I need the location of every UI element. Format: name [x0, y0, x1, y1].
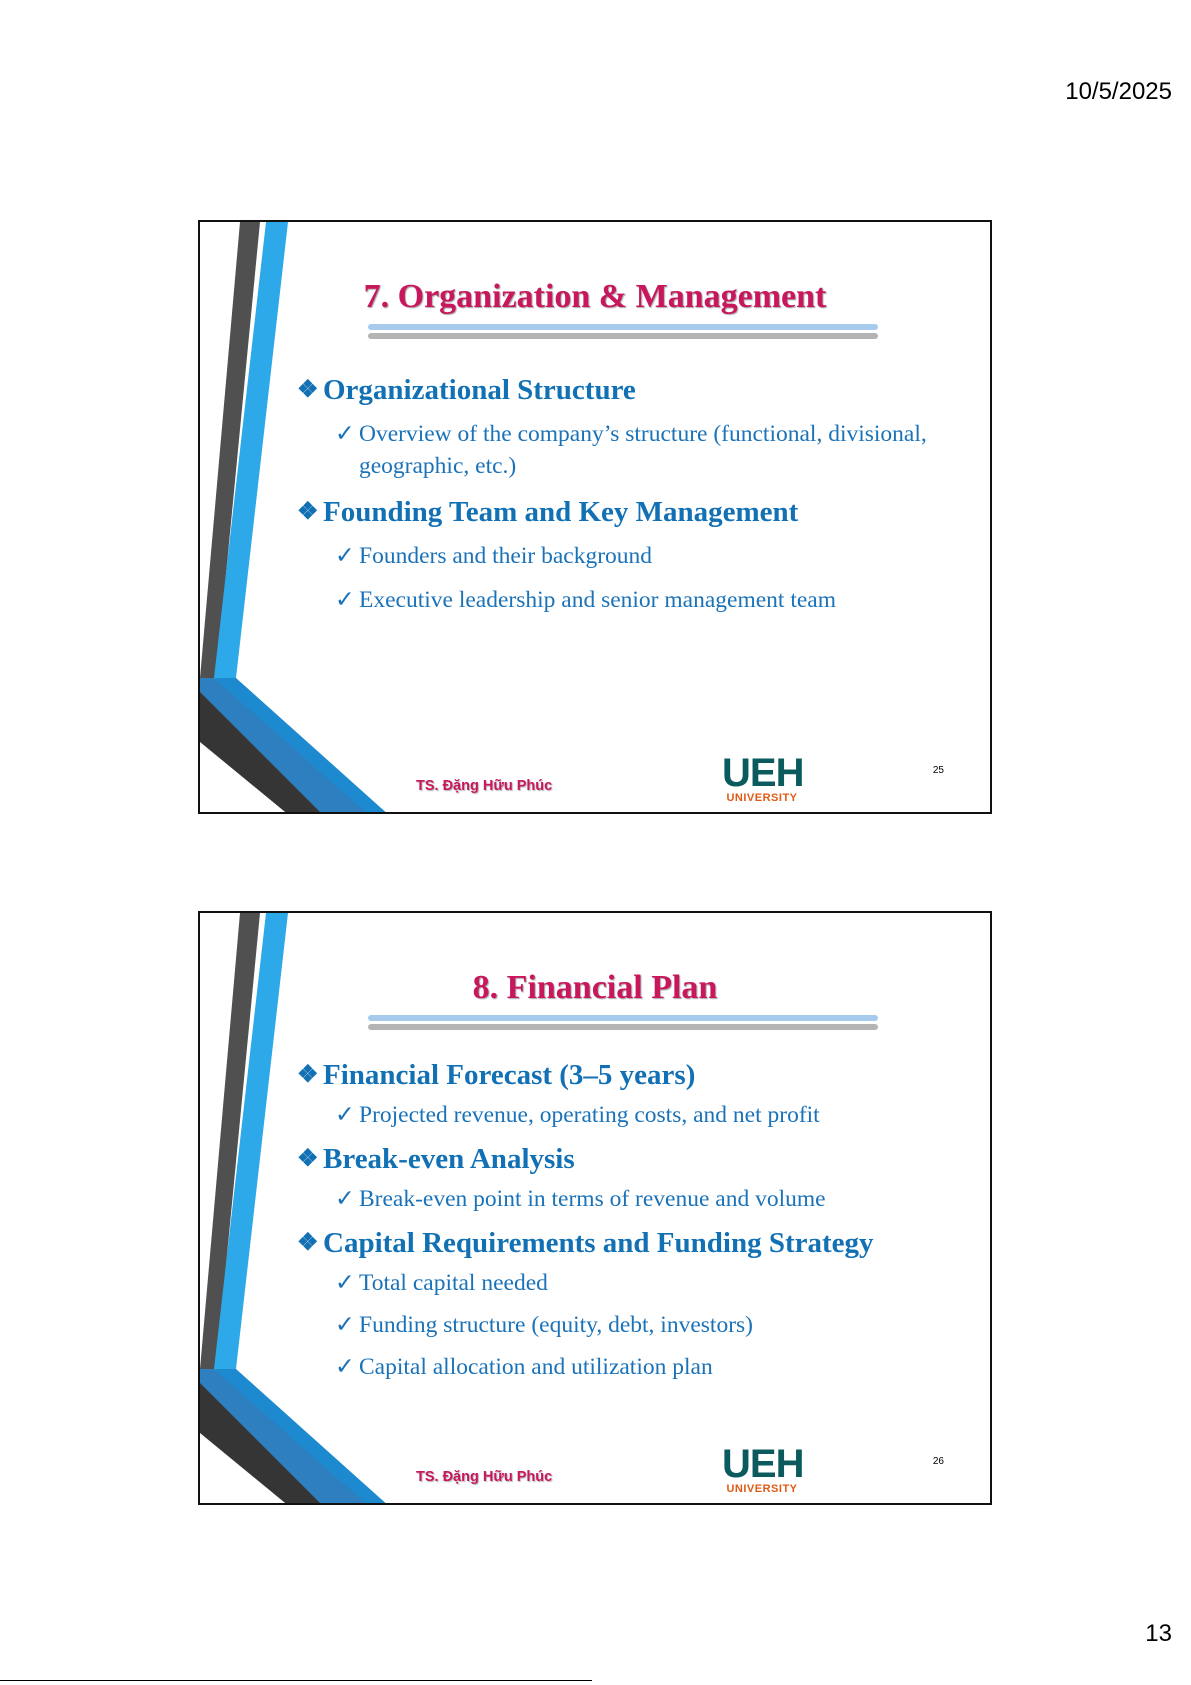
title-underline-blue [368, 324, 878, 330]
four-diamond-icon: ❖ [297, 1146, 319, 1172]
check-mark-icon: ✓ [335, 1312, 355, 1338]
ueh-logo [722, 751, 804, 804]
slide-content [297, 1057, 950, 1393]
slide-number: 25 [932, 765, 944, 776]
bullet-item [297, 1351, 950, 1383]
section-heading [297, 1057, 950, 1093]
author-name: TS. Đặng Hữu Phúc [416, 1469, 553, 1485]
bullet-text: Funding structure (equity, debt, investors) [359, 1312, 753, 1338]
bullet-item [297, 418, 950, 482]
bullet-text: Break-even point in terms of revenue and volume [359, 1186, 826, 1212]
bullet-text: Capital allocation and utilization plan [359, 1354, 713, 1380]
section-heading-text: Organizational Structure [323, 374, 636, 406]
logo-sub-text: UNIVERSITY [726, 1483, 798, 1495]
bullet-item [297, 1267, 950, 1299]
section-heading-text: Founding Team and Key Management [323, 496, 799, 528]
title-underline-blue [368, 1015, 878, 1021]
check-mark-icon: ✓ [335, 1102, 355, 1128]
page-number: 13 [1145, 1620, 1172, 1647]
bullet-item [297, 540, 950, 572]
section-heading-text: Break-even Analysis [323, 1143, 575, 1175]
check-mark-icon: ✓ [335, 587, 355, 613]
bottom-rule [0, 1680, 592, 1681]
bullet-item [297, 1309, 950, 1341]
section-heading-text: Capital Requirements and Funding Strategy [323, 1227, 874, 1259]
ueh-logo [722, 1442, 804, 1495]
logo-main-text: UEH [722, 751, 804, 795]
bullet-text: Projected revenue, operating costs, and net profit [359, 1102, 820, 1128]
section-heading [297, 494, 950, 530]
slide-title: 7. Organization & Management [363, 278, 827, 315]
page-date: 10/5/2025 [1065, 78, 1172, 105]
four-diamond-icon: ❖ [297, 499, 319, 525]
logo-sub-text: UNIVERSITY [726, 792, 798, 804]
bullet-item [297, 584, 950, 616]
check-mark-icon: ✓ [335, 1186, 355, 1212]
bullet-text: Total capital needed [359, 1270, 548, 1296]
section-heading-text: Financial Forecast (3–5 years) [323, 1059, 696, 1091]
bullet-item [297, 1099, 950, 1131]
bullet-item [297, 1183, 950, 1215]
four-diamond-icon: ❖ [297, 1062, 319, 1088]
title-underline-gray [368, 1024, 878, 1030]
four-diamond-icon: ❖ [297, 1230, 319, 1256]
slide-number: 26 [932, 1456, 944, 1467]
slide-26 [198, 911, 992, 1505]
section-heading [297, 1225, 950, 1261]
check-mark-icon: ✓ [335, 1270, 355, 1296]
slide-title: 8. Financial Plan [472, 969, 718, 1006]
bullet-text: Executive leadership and senior management team [359, 587, 836, 613]
section-heading [297, 1141, 950, 1177]
slide-content [297, 372, 950, 628]
check-mark-icon: ✓ [335, 543, 355, 569]
check-mark-icon: ✓ [335, 421, 355, 447]
logo-main-text: UEH [722, 1442, 804, 1486]
bullet-text: Founders and their background [359, 543, 653, 569]
check-mark-icon: ✓ [335, 1354, 355, 1380]
section-heading [297, 372, 950, 408]
author-name: TS. Đặng Hữu Phúc [416, 778, 553, 794]
four-diamond-icon: ❖ [297, 377, 319, 403]
title-underline-gray [368, 333, 878, 339]
bullet-text: Overview of the company’s structure (functional, divisional, geographic, etc.) [359, 421, 927, 479]
slide-25 [198, 220, 992, 814]
